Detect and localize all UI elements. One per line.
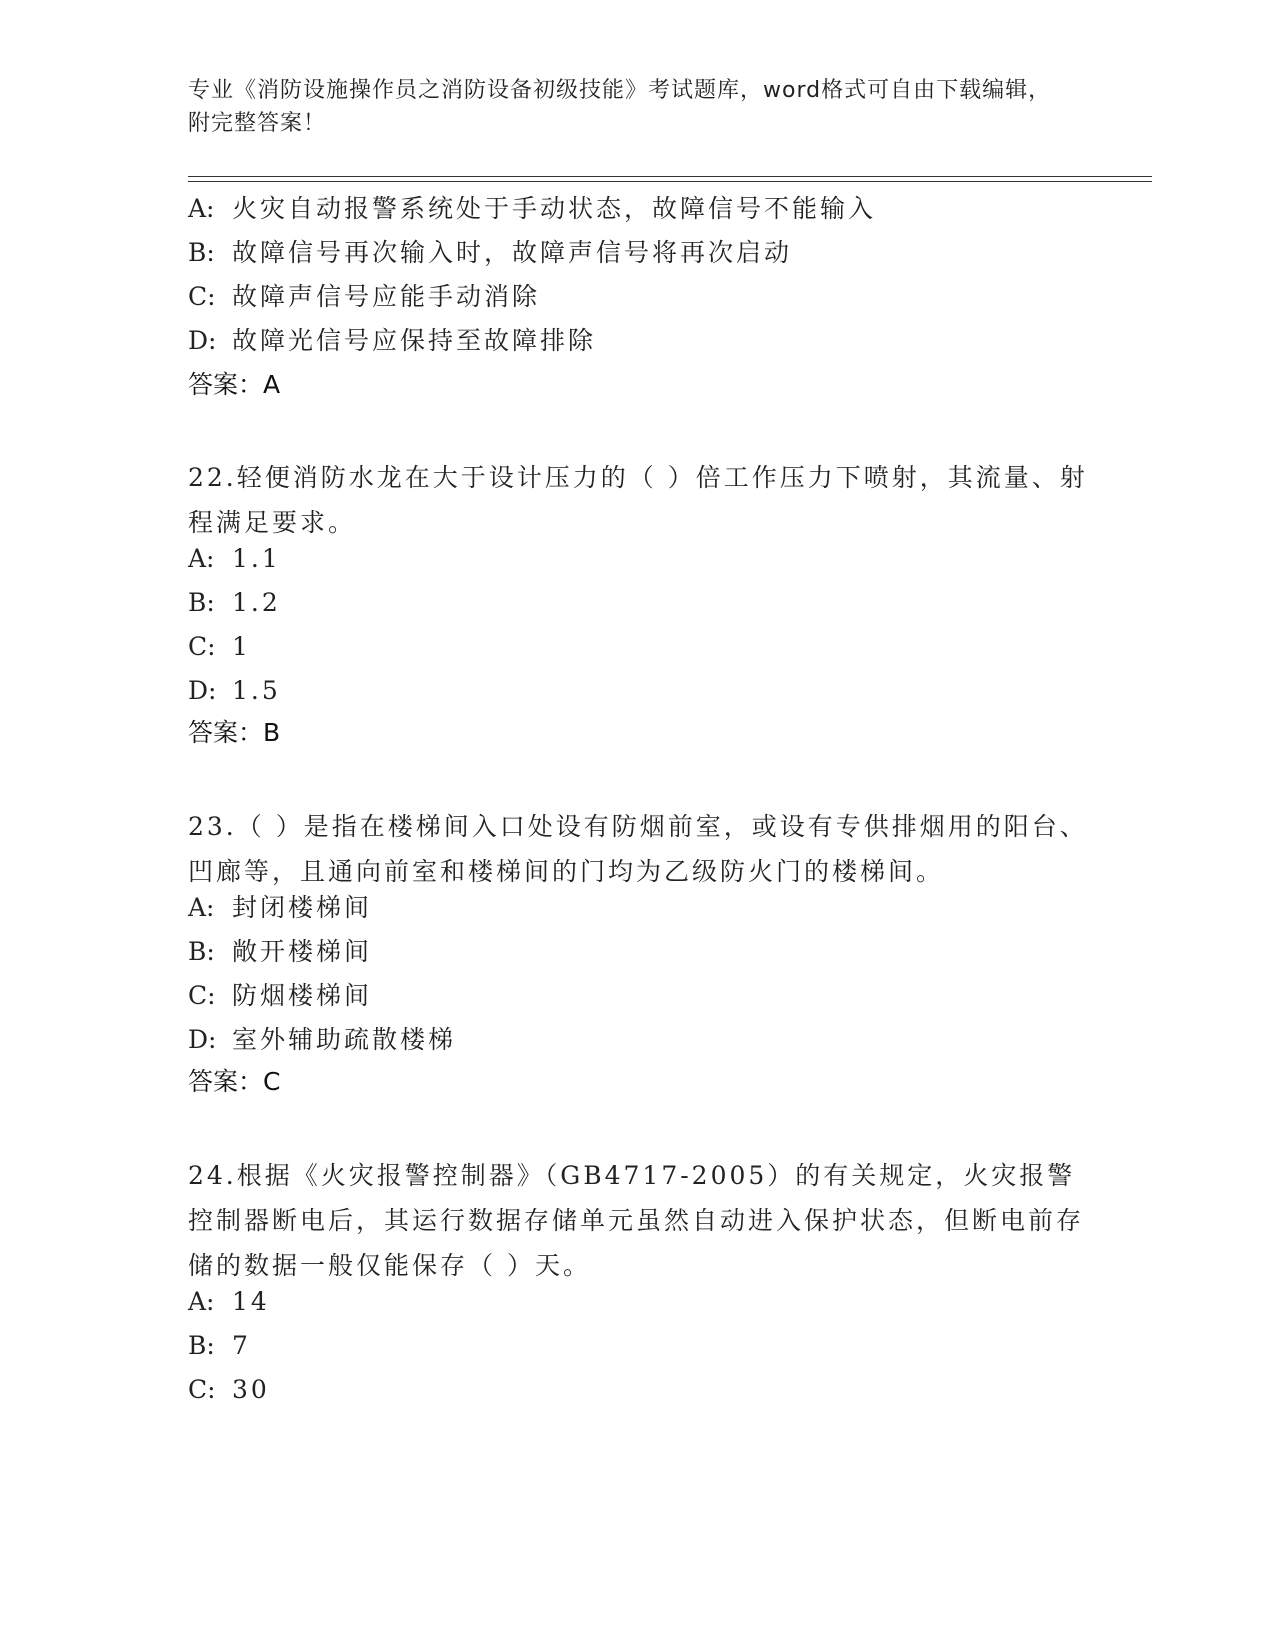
q23-stem: 23.（ ）是指在楼梯间入口处设有防烟前室，或设有专供排烟用的阳台、凹廊等，且通向前室和楼梯间的门均为乙级防火门的楼梯间。	[188, 812, 1088, 886]
option-text: 封闭楼梯间	[232, 893, 373, 922]
option-label: D:	[188, 1025, 217, 1054]
q22-option-d	[188, 676, 281, 706]
option-text: 1	[232, 632, 251, 661]
q24-option-c	[188, 1375, 270, 1405]
option-label: C:	[188, 1375, 216, 1404]
option-text: 1.1	[232, 544, 281, 573]
option-label: B:	[188, 1331, 215, 1360]
q21-option-b	[188, 238, 792, 268]
option-label: D:	[188, 326, 217, 355]
option-text: 故障声信号应能手动消除	[232, 282, 541, 311]
q22-stem: 22.轻便消防水龙在大于设计压力的（ ）倍工作压力下喷射，其流量、射程满足要求。	[188, 463, 1088, 537]
q23-option-d	[188, 1025, 456, 1055]
option-label: A:	[188, 893, 215, 922]
q23-answer: 答案：C	[188, 1067, 281, 1096]
option-text: 敞开楼梯间	[232, 937, 373, 966]
q22-option-c	[188, 632, 251, 662]
q24-option-a	[188, 1287, 270, 1317]
option-label: D:	[188, 676, 217, 705]
q23-option-b	[188, 937, 372, 967]
option-text: 防烟楼梯间	[232, 981, 373, 1010]
header-rule-top	[188, 176, 1152, 177]
q21-option-d	[188, 326, 596, 356]
option-label: C:	[188, 632, 216, 661]
option-label: B:	[188, 588, 215, 617]
option-text: 故障光信号应保持至故障排除	[232, 326, 597, 355]
option-text: 室外辅助疏散楼梯	[232, 1025, 457, 1054]
q22-option-a	[188, 544, 281, 574]
option-label: A:	[188, 194, 215, 223]
q21-option-a	[188, 194, 876, 224]
option-text: 1.2	[232, 588, 281, 617]
option-label: A:	[188, 1287, 215, 1316]
q24-option-b	[188, 1331, 251, 1361]
q21-option-c	[188, 282, 540, 312]
document-header: 专业《消防设施操作员之消防设备初级技能》考试题库，word格式可自由下载编辑，附完整答案！	[188, 78, 1052, 136]
option-label: C:	[188, 981, 216, 1010]
option-text: 30	[232, 1375, 270, 1404]
q22-option-b	[188, 588, 281, 618]
option-text: 火灾自动报警系统处于手动状态，故障信号不能输入	[232, 194, 877, 223]
option-label: C:	[188, 282, 216, 311]
option-text: 故障信号再次输入时，故障声信号将再次启动	[232, 238, 793, 267]
option-text: 14	[232, 1287, 270, 1316]
q23-option-c	[188, 981, 372, 1011]
option-label: B:	[188, 238, 215, 267]
q23-option-a	[188, 893, 372, 923]
header-rule-bottom	[188, 181, 1152, 182]
q24-stem: 24.根据《火灾报警控制器》（GB4717-2005）的有关规定，火灾报警控制器断电后，其运行数据存储单元虽然自动进入保护状态，但断电前存储的数据一般仅能保存（ ）天。	[188, 1161, 1085, 1280]
option-label: B:	[188, 937, 215, 966]
option-text: 1.5	[232, 676, 281, 705]
option-text: 7	[232, 1331, 251, 1360]
option-label: A:	[188, 544, 215, 573]
q21-answer: 答案：A	[188, 370, 281, 399]
q22-answer: 答案：B	[188, 718, 281, 747]
